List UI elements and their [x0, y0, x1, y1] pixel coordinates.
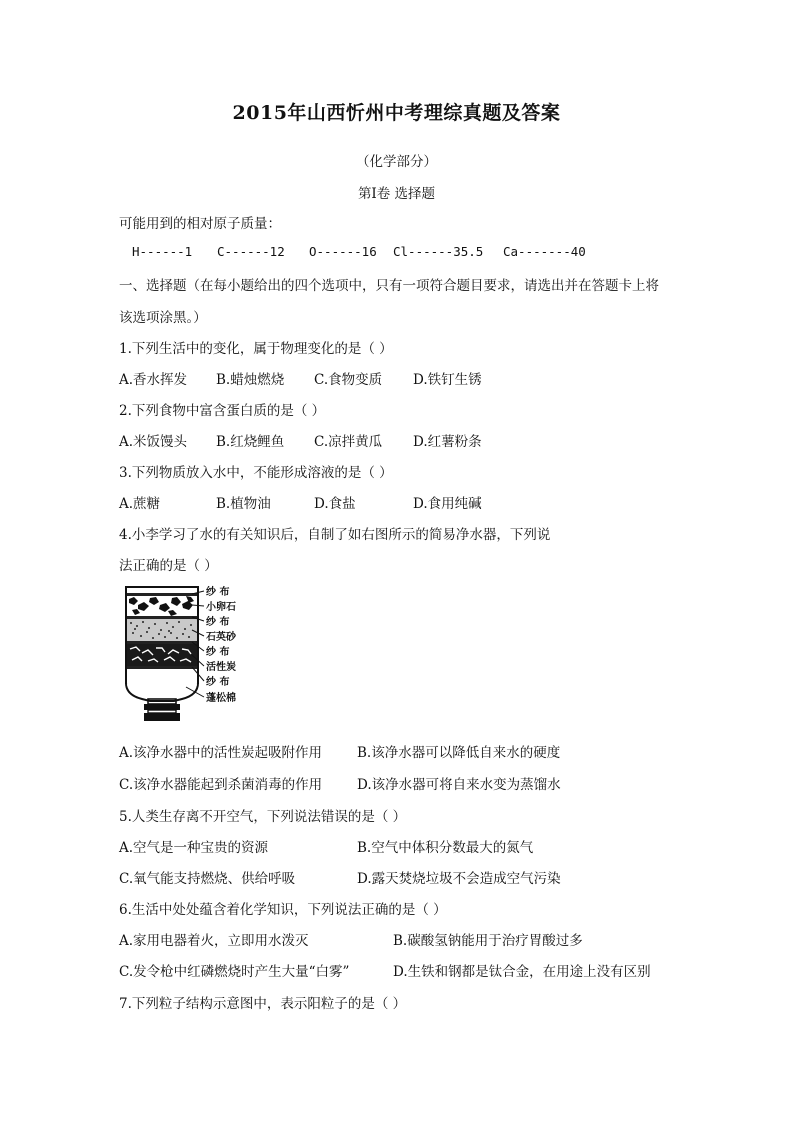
figure-label-quartz-sand: 石英砂 [206, 632, 236, 643]
cotton-layer [127, 669, 197, 697]
subtitle: （化学部分） [356, 154, 437, 170]
figure-label-pebbles: 小卵石 [206, 602, 236, 613]
page-title: 2015年山西忻州中考理综真题及答案 [232, 102, 561, 124]
quartz-sand-layer [127, 619, 197, 641]
figure-label-gauze-4: 纱 布 [206, 677, 230, 688]
question-3-option-b: B.植物油 [216, 496, 271, 512]
question-5-option-b: B.空气中体积分数最大的氮气 [357, 840, 534, 856]
question-5-option-d: D.露天焚烧垃圾不会造成空气污染 [357, 871, 561, 887]
question-4-option-c: C.该净水器能起到杀菌消毒的作用 [119, 777, 323, 793]
figure-labels [206, 585, 237, 704]
figure-label-activated-carbon: 活性炭 [206, 662, 236, 673]
bottle-cap [144, 699, 180, 721]
question-1-option-c: C.食物变质 [314, 372, 383, 388]
instructions-line-1: 一、选择题（在每小题给出的四个选项中，只有一项符合题目要求，请选出并在答题卡上将 [119, 278, 659, 294]
question-2-option-b: B.红烧鲤鱼 [216, 434, 285, 450]
question-5-stem: 5.人类生存离不开空气，下列说法错误的是（ ） [119, 809, 407, 825]
question-6-option-c: C.发令枪中红磷燃烧时产生大量“白雾” [119, 964, 350, 980]
question-1-option-b: B.蜡烛燃烧 [216, 372, 285, 388]
atomic-mass-o: O------16 [309, 244, 377, 259]
atomic-mass-intro: 可能用到的相对原子质量： [119, 216, 281, 232]
question-4-option-b: B.该净水器可以降低自来水的硬度 [357, 745, 561, 761]
instructions-line-2: 该选项涂黑。） [119, 310, 207, 326]
atomic-mass-cl: Cl------35.5 [393, 244, 484, 259]
figure-label-gauze-1: 纱 布 [206, 587, 230, 598]
question-3-stem: 3.下列物质放入水中，不能形成溶液的是（ ） [119, 465, 393, 481]
question-6-stem: 6.生活中处处蕴含着化学知识，下列说法正确的是（ ） [119, 902, 447, 918]
question-5-option-c: C.氧气能支持燃烧、供给呼吸 [119, 871, 296, 887]
water-purifier-figure [124, 583, 264, 725]
question-1-option-a: A.香水挥发 [119, 372, 188, 388]
pebble-layer [127, 596, 197, 616]
question-2-stem: 2.下列食物中富含蛋白质的是（ ） [119, 403, 326, 419]
question-6-option-b: B.碳酸氢钠能用于治疗胃酸过多 [393, 933, 583, 949]
question-4-stem-line-1: 4.小李学习了水的有关知识后，自制了如右图所示的简易净水器，下列说 [119, 527, 551, 543]
figure-label-gauze-3: 纱 布 [206, 647, 230, 658]
question-2-option-c: C.凉拌黄瓜 [314, 434, 383, 450]
atomic-mass-c: C------12 [217, 244, 285, 259]
question-1-option-d: D.铁钉生锈 [413, 372, 482, 388]
question-2-option-a: A.米饭馒头 [119, 434, 188, 450]
question-6-option-a: A.家用电器着火，立即用水泼灭 [119, 933, 309, 949]
question-1-stem: 1.下列生活中的变化，属于物理变化的是（ ） [119, 341, 393, 357]
section-heading: 第Ⅰ卷 选择题 [357, 186, 436, 202]
activated-carbon-layer [127, 644, 197, 666]
question-2-option-d: D.红薯粉条 [413, 434, 482, 450]
atomic-mass-h: H------1 [132, 244, 193, 259]
question-4-option-a: A.该净水器中的活性炭起吸附作用 [119, 745, 323, 761]
filter-layers [127, 593, 197, 697]
figure-label-cotton: 蓬松棉 [206, 693, 236, 704]
question-6-option-d: D.生铁和钢都是钛合金，在用途上没有区别 [393, 964, 651, 980]
question-5-option-a: A.空气是一种宝贵的资源 [119, 840, 269, 856]
question-3-option-a: A.蔗糖 [119, 496, 161, 512]
figure-label-gauze-2: 纱 布 [206, 617, 230, 628]
question-3-option-d: D.食用纯碱 [413, 496, 482, 512]
question-3-option-c: D.食盐 [314, 496, 356, 512]
question-4-option-d: D.该净水器可将自来水变为蒸馏水 [357, 777, 561, 793]
atomic-mass-ca: Ca-------40 [503, 244, 586, 259]
question-4-stem-line-2: 法正确的是（ ） [119, 558, 218, 574]
question-7-stem: 7.下列粒子结构示意图中，表示阳粒子的是（ ） [119, 996, 407, 1012]
